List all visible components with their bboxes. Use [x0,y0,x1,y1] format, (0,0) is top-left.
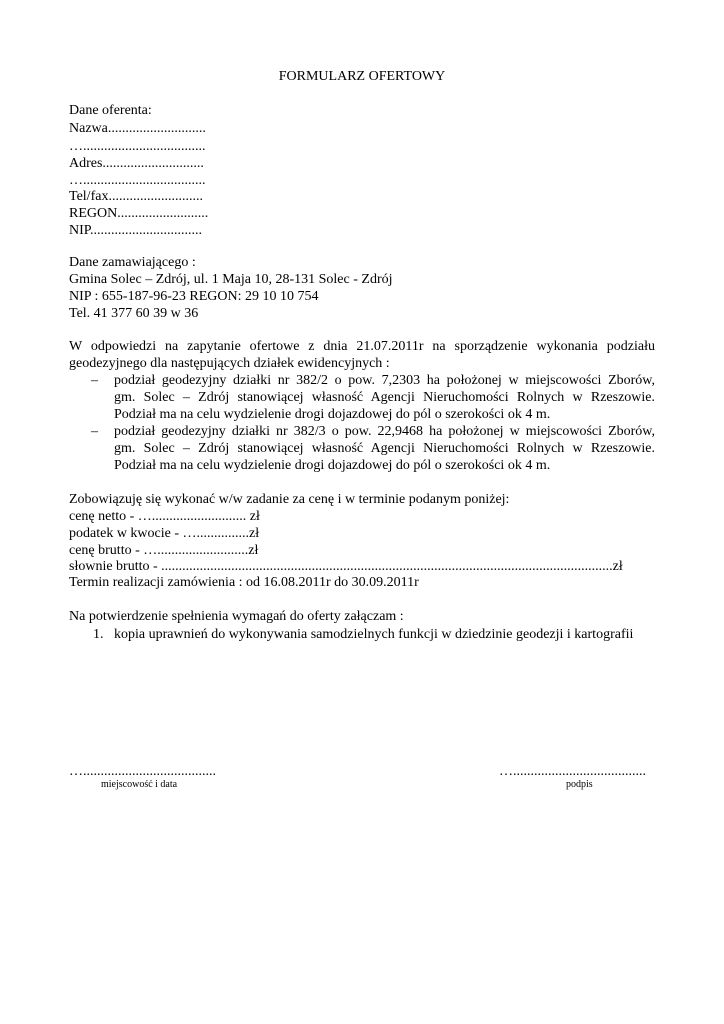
orderer-address: Gmina Solec – Zdrój, ul. 1 Maja 10, 28-131 Solec - Zdrój [69,272,393,287]
bullet-1-line-3: Podział ma na celu wydzielenie drogi dojazdowej do pól o szerokości ok 4 m. [114,407,551,422]
bidder-telfax-field: Tel/fax........................... [69,189,203,204]
gross-price-field: cenę brutto - …..........................zł [69,543,259,558]
bullet-2-line-2: gm. Solec – Zdrój stanowiącej własność Agencji Nieruchomości Rolnych w Rzeszowie. [114,441,655,456]
signature-field: …...................................... [499,764,646,779]
signature-caption: podpis [566,779,593,790]
bidder-name-field: Nazwa............................ [69,121,206,136]
tax-amount-field: podatek w kwocie - …...............zł [69,526,260,541]
attachment-number: 1. [93,627,104,642]
bullet-2-line-3: Podział ma na celu wydzielenie drogi dojazdowej do pól o szerokości ok 4 m. [114,458,551,473]
intro-line-2: geodezyjnego dla następujących działek ewidencyjnych : [69,356,390,371]
gross-in-words-field: słownie brutto - .................................................................................................................................zł [69,559,623,574]
orderer-nip-regon: NIP : 655-187-96-23 REGON: 29 10 10 754 [69,289,319,304]
completion-deadline: Termin realizacji zamówienia : od 16.08.2011r do 30.09.2011r [69,575,419,590]
bullet-1-line-1: podział geodezyjny działki nr 382/2 o pow. 7,2303 ha położonej w miejscowości Zborów, [114,373,655,388]
attachment-item: kopia uprawnień do wykonywania samodzielnych funkcji w dziedzinie geodezji i kartografii [114,627,634,642]
bullet-2-line-1: podział geodezyjny działki nr 382/3 o pow. 22,9468 ha położonej w miejscowości Zborów, [114,424,655,439]
bidder-address-field-continued: …................................... [69,173,206,188]
document-title: FORMULARZ OFERTOWY [278,69,446,84]
bullet-1-line-2: gm. Solec – Zdrój stanowiącej własność Agencji Nieruchomości Rolnych w Rzeszowie. [114,390,655,405]
orderer-heading: Dane zamawiającego : [69,255,196,270]
bullet-dash: – [91,424,98,439]
bidder-regon-field: REGON.......................... [69,206,209,221]
pricing-heading: Zobowiązuję się wykonać w/w zadanie za cenę i w terminie podanym poniżej: [69,492,510,507]
orderer-phone: Tel. 41 377 60 39 w 36 [69,306,199,321]
attachments-heading: Na potwierdzenie spełnienia wymagań do oferty załączam : [69,609,404,624]
intro-line-1: W odpowiedzi na zapytanie ofertowe z dnia 21.07.2011r na sporządzenie wykonania podziału [69,339,655,354]
bullet-dash: – [91,373,98,388]
bidder-address-field: Adres............................. [69,156,204,171]
bidder-nip-field: NIP................................ [69,223,203,238]
net-price-field: cenę netto - …........................... zł [69,509,260,524]
bidder-heading: Dane oferenta: [69,103,152,118]
place-date-caption: miejscowość i data [101,779,178,790]
bidder-name-field-continued: …................................... [69,139,206,154]
place-date-field: …...................................... [69,764,216,779]
